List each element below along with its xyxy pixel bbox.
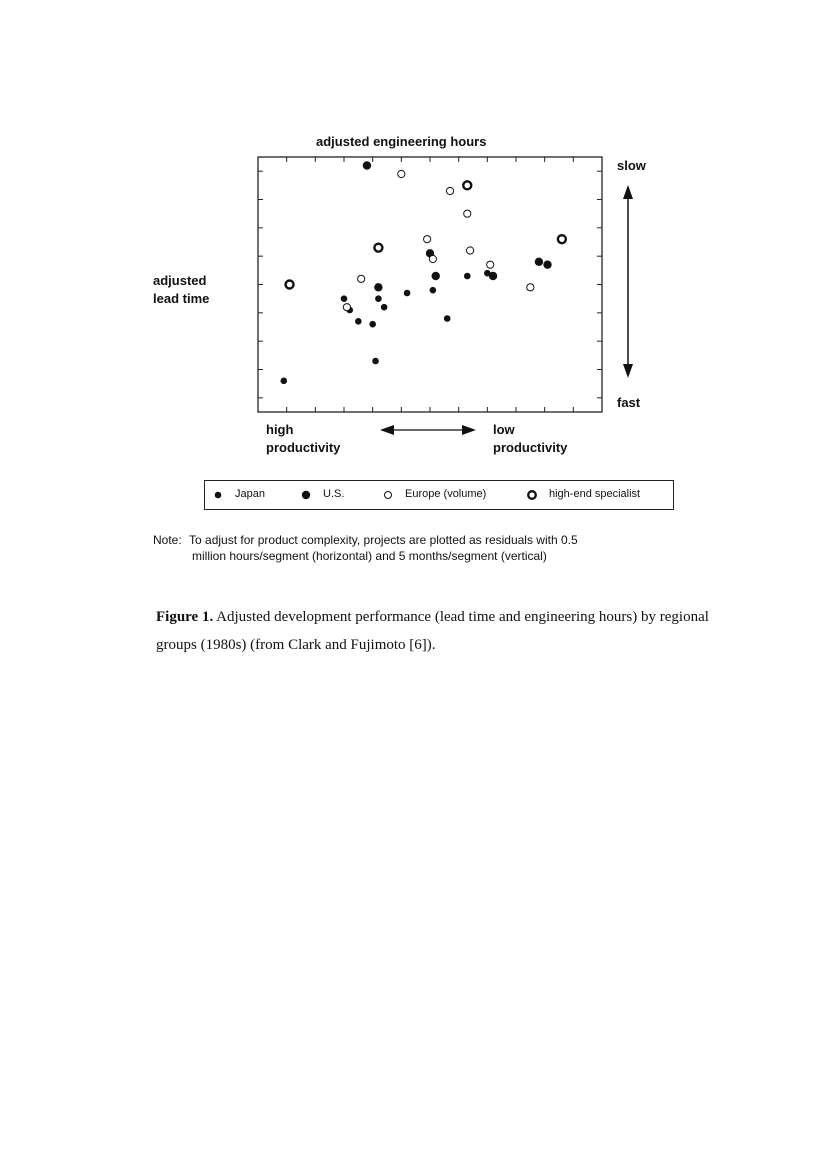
point-high-end-specialist: [558, 235, 566, 243]
specialist-marker-icon: [525, 488, 539, 502]
point-japan: [281, 378, 288, 385]
point-europe-volume: [358, 275, 365, 282]
point-high-end-specialist: [374, 244, 382, 252]
legend-label-europe: Europe (volume): [405, 488, 487, 500]
point-europe-volume: [446, 187, 453, 194]
point-japan: [341, 295, 348, 302]
high-productivity-label: high productivity: [266, 422, 341, 455]
legend-label-specialist: high-end specialist: [549, 488, 641, 500]
plot-frame: [258, 157, 602, 412]
legend: [204, 480, 674, 510]
caption-label: Figure 1.: [156, 609, 214, 625]
fast-label: fast: [617, 395, 641, 410]
note-line1: To adjust for product complexity, projects are plotted as residuals with 0.5: [189, 533, 578, 547]
point-japan: [381, 304, 388, 311]
scatter-chart: [0, 0, 827, 520]
point-japan: [430, 287, 437, 294]
point-europe-volume: [424, 236, 431, 243]
point-europe-volume: [487, 261, 494, 268]
chart-note: [153, 532, 578, 549]
figure-caption: [156, 603, 736, 659]
point-europe-volume: [464, 210, 471, 217]
data-points: [281, 161, 566, 384]
point-u-s: [543, 260, 551, 268]
axis-ticks: [258, 157, 602, 412]
point-europe-volume: [343, 304, 350, 311]
point-high-end-specialist: [463, 181, 471, 189]
us-marker-icon: [299, 488, 313, 502]
point-europe-volume: [467, 247, 474, 254]
point-japan: [375, 295, 382, 302]
japan-marker-icon: [211, 488, 225, 502]
note-prefix: Note:: [153, 533, 182, 547]
point-japan: [444, 315, 451, 322]
horizontal-double-arrow: [380, 425, 476, 435]
point-japan: [404, 290, 411, 297]
point-u-s: [363, 161, 371, 169]
point-europe-volume: [398, 170, 405, 177]
point-europe-volume: [429, 255, 436, 262]
low-productivity-label: low productivity: [493, 422, 568, 455]
point-u-s: [432, 272, 440, 280]
point-japan: [464, 273, 471, 280]
point-u-s: [489, 272, 497, 280]
x-axis-title: adjusted engineering hours: [316, 134, 487, 149]
point-high-end-specialist: [286, 281, 294, 289]
point-japan: [355, 318, 362, 325]
point-japan: [369, 321, 376, 328]
legend-label-japan: Japan: [235, 488, 265, 500]
caption-text: Adjusted development performance (lead time and engineering hours) by regional groups (1980s) (from Clark and Fujimoto [6]).: [156, 609, 709, 653]
point-u-s: [374, 283, 382, 291]
point-u-s: [535, 258, 543, 266]
legend-label-us: U.S.: [323, 488, 345, 500]
point-europe-volume: [527, 284, 534, 291]
point-japan: [372, 358, 379, 365]
slow-label: slow: [617, 158, 646, 173]
y-axis-title: adjusted lead time: [153, 273, 210, 306]
note-line2: million hours/segment (horizontal) and 5 months/segment (vertical): [192, 549, 547, 563]
vertical-double-arrow: [623, 185, 633, 378]
europe-marker-icon: [381, 488, 395, 502]
